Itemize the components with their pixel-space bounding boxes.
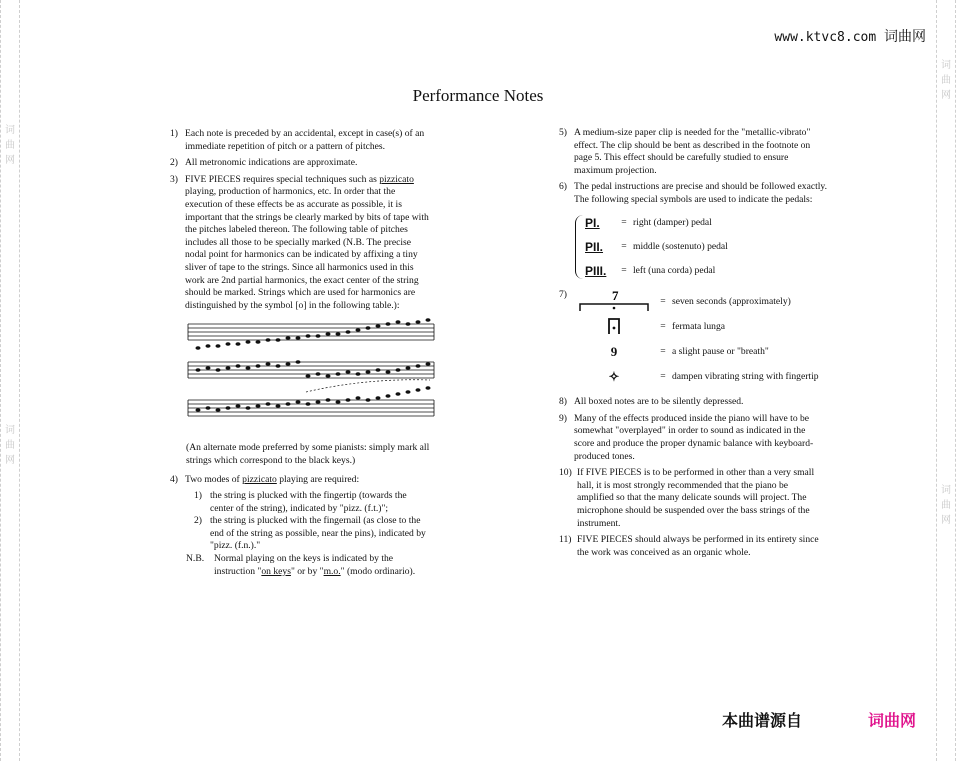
item-number: 8) [559, 396, 567, 408]
note-item-2 [170, 157, 432, 170]
item-text-part: FIVE PIECES requires special techniques such as [185, 173, 377, 185]
item-number: 9) [559, 412, 567, 424]
left-column [170, 128, 432, 578]
item-number: 1) [170, 128, 178, 139]
item-text-part: playing, production of harmonics, etc. In order that the execution of these effects be as accurate as possible, it is important that the strings be clearly marked by bits of tape with the pitches labeled thereon. The following table of pitches includes all those to be specially marked (N.B. The precise nodal point for harmonics can be indicated by affixing a tiny sliver of tape to the strings. Since all harmonics used in this work are 2nd partial harmonics, the exact center of the string should be marked. Strings which are used for harmonics are distinguished by the symbol [o] in the following table.): [185, 186, 429, 311]
side-glyph: 网 [941, 515, 951, 526]
note-item-11 [559, 534, 827, 559]
note-item-6 [559, 181, 827, 206]
side-glyph: 曲 [941, 500, 951, 511]
nb-text [214, 553, 432, 578]
note-item-1 [170, 128, 432, 153]
side-glyph: 词 [5, 425, 15, 436]
symbol-row [574, 340, 827, 365]
staff-system-1 [188, 324, 434, 340]
item-text: All boxed notes are to be silently depressed. [574, 396, 744, 408]
equals-sign: = [621, 216, 627, 228]
right-margin-strip [936, 0, 956, 761]
item-number: 7) [559, 288, 567, 300]
sub-item-number: 1) [194, 490, 202, 502]
item-text-underlined: pizzicato [379, 173, 414, 185]
item-text: If FIVE PIECES is to be performed in other than a very small hall, it is most strongly recommended that the piano be amplified so that the many delicate sounds will project. The microphone should be suspended over the bass strings of the instrument. [577, 467, 815, 529]
pedal-symbol: PI. [585, 215, 600, 230]
equals-sign: = [660, 295, 666, 307]
site-logo-text: 词曲网 [868, 711, 917, 730]
side-glyph: 曲 [5, 140, 15, 151]
item-text: Each note is preceded by an accidental, except in case(s) of an immediate repetition of pitch or a pattern of pitches. [185, 128, 425, 152]
nb-text-part: Normal playing on the keys is indicated by the instruction " [214, 553, 394, 577]
dampen-string-icon: ✧ [608, 369, 620, 385]
sub-item-text: the string is plucked with the fingernail (as close to the end of the string as possible, near the pins), indicated by "pizz. (f.n.)." [210, 515, 426, 552]
pedal-symbol: PII. [585, 239, 604, 254]
symbol-description: seven seconds (approximately) [672, 295, 791, 307]
side-glyph: 词 [5, 125, 15, 136]
note-item-3 [170, 174, 432, 313]
fermata-digit: 7 [612, 288, 619, 303]
side-glyph: 词 [941, 60, 951, 71]
nb-text-part: " or by " [290, 565, 324, 577]
note-item-9 [559, 413, 827, 463]
symbol-description: fermata lunga [672, 321, 726, 333]
item-text-part: Two modes of [185, 473, 240, 485]
pedal-row [585, 241, 728, 254]
side-glyph: 词 [941, 485, 951, 496]
nota-bene [186, 553, 432, 578]
right-column [559, 127, 827, 563]
timed-fermata-icon [574, 289, 654, 316]
sub-item-2 [194, 515, 432, 553]
symbol-row [574, 365, 827, 390]
sub-item-text: the string is plucked with the fingertip (towards the center of the string), indicated by "pizz. (f.t.)"; [210, 490, 407, 514]
item-text: The pedal instructions are precise and should be followed exactly. The following special symbols are used to indicate the pedals: [574, 181, 827, 205]
equals-sign: = [621, 264, 627, 276]
side-glyph: 网 [5, 155, 15, 166]
note-item-7 [559, 289, 827, 391]
pedal-description: right (damper) pedal [633, 216, 712, 228]
item-text [185, 474, 432, 487]
site-watermark [774, 26, 926, 46]
item-text-underlined: pizzicato [242, 473, 277, 485]
pedal-row [585, 265, 715, 278]
pedal-symbols [575, 215, 827, 281]
note-item-8 [559, 396, 827, 409]
pedal-symbol: PIII. [585, 263, 607, 278]
site-name: 词曲网 [884, 29, 926, 45]
nb-text-underlined: on keys [261, 565, 291, 577]
breath-mark-icon: 9 [610, 344, 618, 360]
item-text-part: playing are required: [279, 473, 360, 485]
item-number: 11) [559, 534, 572, 546]
item-number: 3) [170, 173, 178, 185]
side-glyph: 网 [5, 455, 15, 466]
pitch-table-staff [186, 318, 436, 436]
equals-sign: = [660, 346, 666, 358]
note-item-10 [559, 467, 827, 530]
symbol-row [574, 315, 827, 340]
equals-sign: = [660, 321, 666, 333]
ottava-line [306, 380, 430, 392]
item-number: 4) [170, 473, 178, 485]
item-number: 5) [559, 127, 567, 138]
symbol-description: dampen vibrating string with fingertip [672, 371, 819, 383]
alternate-mode-note: (An alternate mode preferred by some pianists: simply mark all strings which correspond to the black keys.) [186, 442, 430, 466]
item-number: 10) [559, 467, 572, 479]
site-url: www.ktvc8.com [774, 30, 877, 45]
source-caption: 本曲谱源自 [722, 711, 803, 730]
fermata-lunga-icon [574, 317, 654, 338]
symbol-row [574, 289, 827, 316]
item-text: FIVE PIECES should always be performed in its entirety since the work was conceived as an organic whole. [577, 534, 819, 558]
side-glyph: 网 [941, 90, 951, 101]
sub-item-1 [194, 490, 432, 515]
pedal-row [585, 217, 712, 230]
equals-sign: = [621, 240, 627, 252]
sub-item-number: 2) [194, 515, 202, 527]
item-text: A medium-size paper clip is needed for the "metallic-vibrato" effect. The clip should be bent as described in the footnote on page 5. This effect should be carefully studied to ensure maximum projection. [574, 127, 811, 176]
equals-sign: = [660, 371, 666, 383]
left-margin-strip [0, 0, 20, 761]
item-number: 2) [170, 157, 178, 169]
nb-label: N.B. [186, 553, 205, 565]
note-item-4 [170, 474, 432, 487]
item-text: Many of the effects produced inside the piano will have to be somewhat "overplayed" in order to sound as indicated in the score and produce the proper dynamic balance with keyboard-produced tones. [574, 412, 814, 462]
brace [575, 215, 584, 279]
item-text: All metronomic indications are approximate. [185, 157, 358, 169]
symbol-description: a slight pause or "breath" [672, 346, 769, 358]
pedal-description: middle (sostenuto) pedal [633, 240, 728, 252]
staff-system-3 [188, 400, 434, 416]
nb-text-part: " (modo ordinario). [340, 565, 416, 577]
side-glyph: 曲 [5, 440, 15, 451]
item-text [185, 174, 432, 313]
item-number: 6) [559, 181, 567, 193]
pedal-description: left (una corda) pedal [633, 264, 716, 276]
symbol-table [574, 289, 827, 391]
nb-text-underlined: m.o. [323, 565, 341, 577]
note-item-5 [559, 127, 827, 177]
page-title: Performance Notes [412, 86, 544, 105]
side-glyph: 曲 [941, 75, 951, 86]
